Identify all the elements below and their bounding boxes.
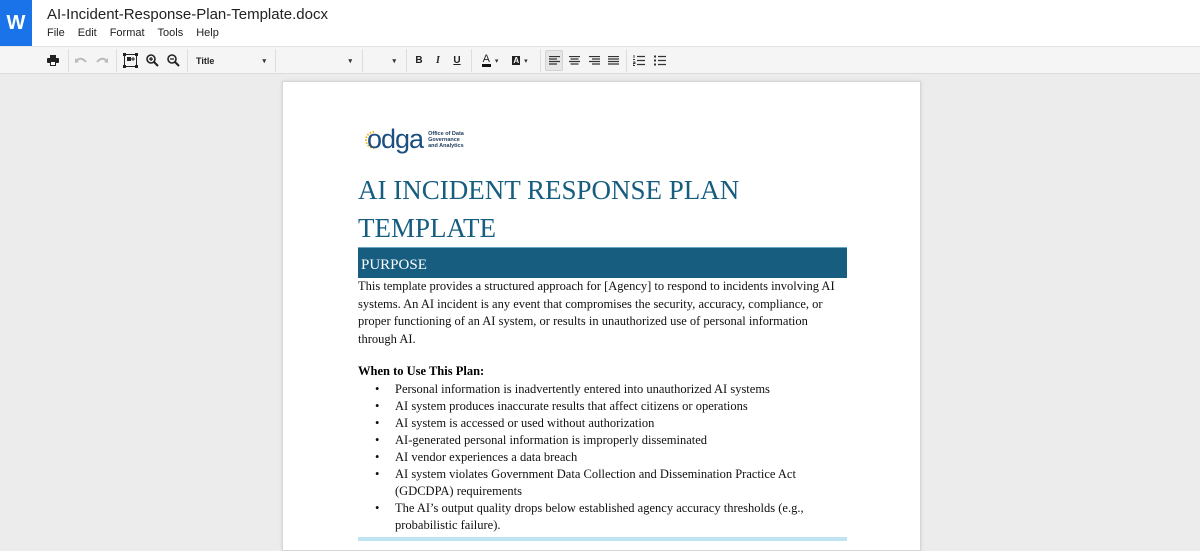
title-line-1: AI INCIDENT RESPONSE PLAN	[358, 175, 740, 205]
bullet-icon: •	[375, 450, 380, 464]
logo-subtitle	[428, 131, 464, 149]
zoom-out-icon	[167, 54, 180, 67]
chevron-down-icon: ▾	[262, 57, 266, 65]
bullet-icon: •	[375, 382, 380, 396]
logo-line-3: and Analytics	[428, 142, 464, 149]
list-item-text: AI system produces inaccurate results that affect citizens or operations	[395, 399, 748, 413]
zoom-in-icon	[146, 54, 159, 67]
toolbar-divider	[187, 49, 188, 72]
undo-button[interactable]	[73, 47, 89, 74]
list-item	[358, 398, 847, 415]
redo-button[interactable]	[94, 47, 110, 74]
word-app-icon: W	[0, 0, 32, 46]
italic-button[interactable]: I	[436, 55, 440, 66]
logo-line-2: Governance	[428, 136, 460, 143]
chevron-down-icon: ▾	[348, 57, 352, 65]
document-title-heading	[358, 171, 847, 247]
menu-bar	[47, 27, 232, 39]
menu-help[interactable]: Help	[196, 27, 219, 39]
text-color-button[interactable]	[477, 47, 503, 74]
bullet-icon: •	[375, 399, 380, 413]
section-heading-purpose: PURPOSE	[358, 247, 847, 278]
list-item-text: AI-generated personal information is improperly disseminated	[395, 433, 708, 447]
highlight-color-button[interactable]	[507, 47, 533, 74]
align-left-button[interactable]	[545, 50, 563, 71]
highlight-icon: A	[513, 56, 520, 65]
align-left-icon	[549, 56, 560, 65]
print-icon	[47, 55, 59, 66]
print-button[interactable]	[44, 47, 62, 74]
list-item	[358, 432, 847, 449]
list-item-text: The AI’s output quality drops below established agency accuracy thresholds (e.g., probabilistic failure).	[395, 501, 804, 532]
list-item	[358, 466, 847, 500]
align-center-button[interactable]	[566, 47, 582, 74]
toolbar-divider	[362, 49, 363, 72]
toolbar-divider	[68, 49, 69, 72]
toolbar-divider	[275, 49, 276, 72]
justify-icon	[608, 56, 619, 65]
chevron-down-icon: ▾	[494, 57, 499, 65]
bold-button[interactable]: B	[415, 55, 423, 66]
paragraph-style-dropdown[interactable]	[196, 47, 272, 74]
bullet-icon: •	[375, 433, 380, 447]
bullet-icon: •	[375, 467, 380, 481]
zoom-out-button[interactable]	[165, 47, 181, 74]
fit-page-icon	[123, 53, 138, 68]
purpose-paragraph: This template provides a structured approach for [Agency] to respond to incidents involving AI systems. An AI incident is any event that compromises the security, accuracy, compliance, or proper functioning of an AI system, or results in unauthorized use of personal information through AI.	[358, 279, 835, 346]
list-item-text: AI vendor experiences a data breach	[395, 450, 578, 464]
next-section-bar	[358, 537, 847, 541]
formatting-toolbar	[0, 46, 1200, 74]
list-item-text: AI system is accessed or used without authorization	[395, 416, 655, 430]
bullet-icon: •	[375, 501, 380, 515]
logo-wordmark: odga	[367, 124, 424, 154]
underline-button[interactable]: U	[453, 55, 461, 66]
toolbar-divider	[626, 49, 627, 72]
title-line-2: TEMPLATE	[358, 213, 496, 243]
paragraph-style-value: Title	[196, 55, 215, 66]
list-item-text: AI system violates Government Data Collection and Dissemination Practice Act (GDCDPA) requirements	[395, 467, 796, 498]
menu-edit[interactable]: Edit	[77, 27, 97, 39]
numbered-list-button[interactable]	[631, 47, 647, 74]
list-item-text: Personal information is inadvertently entered into unauthorized AI systems	[395, 382, 770, 396]
menu-file[interactable]: File	[47, 27, 65, 39]
when-to-use-list	[358, 381, 847, 534]
chevron-down-icon: ▾	[524, 57, 528, 65]
numbered-list-icon	[633, 55, 645, 66]
align-right-button[interactable]	[586, 47, 602, 74]
toolbar-divider	[471, 49, 472, 72]
odga-logo	[365, 124, 464, 155]
font-size-dropdown[interactable]	[366, 47, 402, 74]
menu-format[interactable]: Format	[109, 27, 145, 39]
toolbar-divider	[406, 49, 407, 72]
bullet-list-icon	[654, 55, 666, 66]
align-right-icon	[589, 56, 600, 65]
title-bar	[0, 0, 1200, 46]
text-color-icon: A	[482, 53, 490, 65]
bullet-icon: •	[375, 416, 380, 430]
menu-tools[interactable]: Tools	[157, 27, 184, 39]
bullet-list-button[interactable]	[652, 47, 668, 74]
font-family-dropdown[interactable]	[280, 47, 358, 74]
list-item	[358, 415, 847, 432]
toolbar-divider	[540, 49, 541, 72]
redo-icon	[96, 57, 108, 64]
undo-icon	[75, 57, 87, 64]
toolbar-divider	[116, 49, 117, 72]
list-item	[358, 381, 847, 398]
justify-button[interactable]	[605, 47, 621, 74]
when-to-use-heading: When to Use This Plan:	[358, 364, 485, 378]
zoom-in-button[interactable]	[144, 47, 160, 74]
document-title[interactable]: AI-Incident-Response-Plan-Template.docx	[47, 6, 328, 23]
fit-page-button[interactable]	[121, 47, 139, 74]
logo-line-1: Office of Data	[428, 130, 464, 137]
document-page[interactable]	[282, 81, 921, 551]
list-item	[358, 500, 847, 534]
align-center-icon	[569, 56, 580, 65]
list-item	[358, 449, 847, 466]
chevron-down-icon: ▾	[392, 57, 396, 65]
